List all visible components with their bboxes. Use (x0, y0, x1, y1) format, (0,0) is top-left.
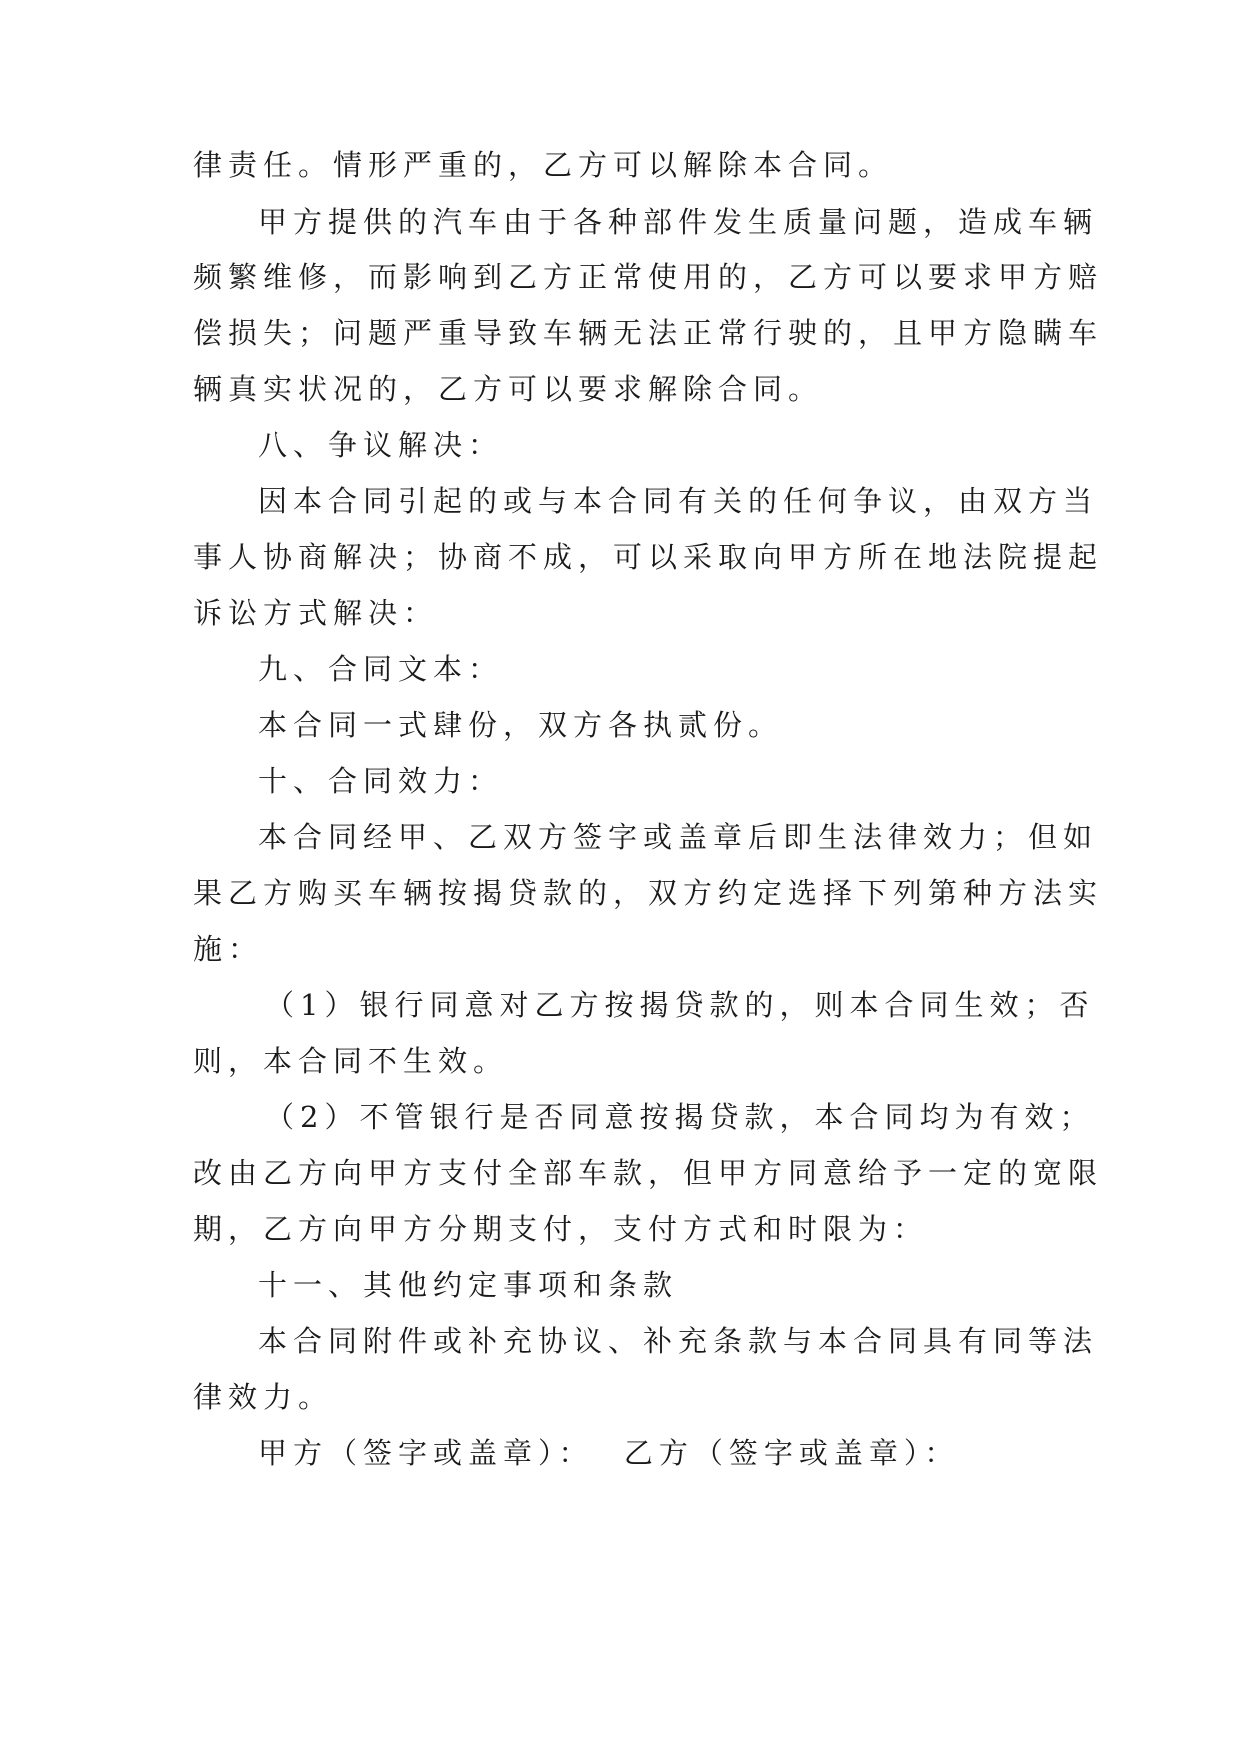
paragraph-line: 事人协商解决；协商不成，可以采取向甲方所在地法院提起 (193, 540, 1104, 574)
paragraph-line: 偿损失；问题严重导致车辆无法正常行驶的，且甲方隐瞒车 (193, 316, 1104, 350)
list-item-line: （1）银行同意对乙方按揭贷款的，则本合同生效；否 (265, 988, 1095, 1022)
paragraph-line: 辆真实状况的，乙方可以要求解除合同。 (193, 372, 824, 406)
section-heading: 十一、其他约定事项和条款 (258, 1268, 679, 1302)
paragraph-line: 频繁维修，而影响到乙方正常使用的，乙方可以要求甲方赔 (193, 260, 1104, 294)
paragraph-line: 本合同一式肆份，双方各执贰份。 (258, 708, 784, 742)
paragraph-line: 甲方提供的汽车由于各种部件发生质量问题，造成车辆 (258, 205, 1099, 239)
section-heading: 八、争议解决： (258, 428, 504, 462)
list-item-line: 期，乙方向甲方分期支付，支付方式和时限为： (193, 1212, 929, 1246)
section-heading: 十、合同效力： (258, 764, 504, 798)
paragraph-line: 施： (193, 932, 264, 966)
paragraph-line: 本合同经甲、乙双方签字或盖章后即生法律效力；但如 (258, 820, 1099, 854)
paragraph-line: 果乙方购买车辆按揭贷款的，双方约定选择下列第种方法实 (193, 876, 1104, 910)
list-item-line: 则，本合同不生效。 (193, 1044, 509, 1078)
paragraph-line: 因本合同引起的或与本合同有关的任何争议，由双方当 (258, 484, 1099, 518)
paragraph-line: 本合同附件或补充协议、补充条款与本合同具有同等法 (258, 1324, 1099, 1358)
paragraph-line: 律效力。 (193, 1380, 334, 1414)
signature-line: 甲方（签字或盖章）： 乙方（签字或盖章）： (258, 1436, 960, 1470)
list-item-line: （2）不管银行是否同意按揭贷款，本合同均为有效； (265, 1100, 1095, 1134)
paragraph-line: 律责任。情形严重的，乙方可以解除本合同。 (193, 148, 894, 182)
list-item-line: 改由乙方向甲方支付全部车款，但甲方同意给予一定的宽限 (193, 1156, 1104, 1190)
section-heading: 九、合同文本： (258, 652, 504, 686)
paragraph-line: 诉讼方式解决： (193, 596, 439, 630)
